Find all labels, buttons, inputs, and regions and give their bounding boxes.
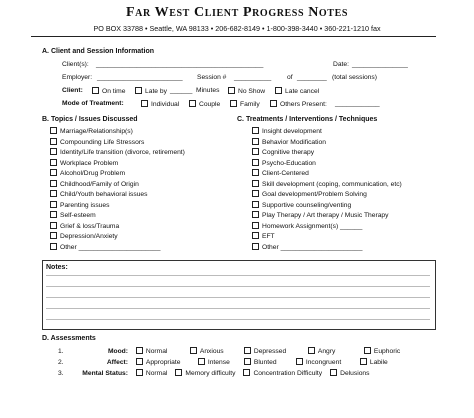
mode-of-treatment-label: Mode of Treatment: bbox=[62, 100, 124, 107]
checkbox[interactable] bbox=[50, 190, 57, 197]
checkbox[interactable] bbox=[136, 347, 143, 354]
notes-line bbox=[46, 297, 430, 298]
checkbox[interactable] bbox=[228, 87, 235, 94]
checkbox[interactable] bbox=[141, 100, 148, 107]
late-cancel-option[interactable]: Late cancel bbox=[275, 87, 319, 95]
treatment-item[interactable]: Insight development bbox=[252, 127, 322, 135]
treatment-item[interactable]: Cognitive therapy bbox=[252, 148, 314, 156]
checkbox[interactable] bbox=[175, 369, 182, 376]
checkbox[interactable] bbox=[308, 347, 315, 354]
checkbox[interactable] bbox=[360, 358, 367, 365]
total-sessions-field[interactable]: ________ bbox=[297, 74, 327, 81]
checkbox[interactable] bbox=[275, 87, 282, 94]
checkbox[interactable] bbox=[50, 148, 57, 155]
treatment-item[interactable]: Skill development (coping, communication, etc) bbox=[252, 180, 402, 188]
treatment-item[interactable]: Goal development/Problem Solving bbox=[252, 190, 367, 198]
checkbox[interactable] bbox=[244, 347, 251, 354]
checkbox[interactable] bbox=[270, 100, 277, 107]
checkbox[interactable] bbox=[136, 369, 143, 376]
mental-status-option[interactable]: Concentration Difficulty bbox=[243, 369, 322, 377]
mood-row: 1. Mood: Normal Anxious Depressed Angry Euphoric bbox=[58, 348, 401, 355]
affect-option[interactable]: Incongruent bbox=[296, 358, 352, 366]
affect-option[interactable]: Labile bbox=[360, 358, 388, 366]
treatment-item[interactable]: Homework Assignment(s) ______ bbox=[252, 222, 362, 230]
checkbox[interactable] bbox=[252, 127, 259, 134]
checkbox[interactable] bbox=[92, 87, 99, 94]
session-label: Session # bbox=[197, 74, 227, 81]
checkbox[interactable] bbox=[190, 347, 197, 354]
notes-line bbox=[46, 275, 430, 276]
date-field[interactable]: _______________ bbox=[352, 61, 408, 68]
couple-option[interactable]: Couple bbox=[189, 100, 220, 108]
section-c-heading: C. Treatments / Interventions / Techniques bbox=[237, 116, 378, 123]
employer-field[interactable]: _______________________ bbox=[97, 74, 183, 81]
affect-option[interactable]: Appropriate bbox=[136, 358, 190, 366]
checkbox[interactable] bbox=[252, 201, 259, 208]
treatment-item[interactable]: Psycho-Education bbox=[252, 159, 316, 167]
checkbox[interactable] bbox=[252, 148, 259, 155]
mood-option[interactable]: Euphoric bbox=[364, 347, 400, 355]
checkbox[interactable] bbox=[50, 127, 57, 134]
individual-option[interactable]: Individual bbox=[141, 100, 179, 108]
notes-line bbox=[46, 286, 430, 287]
checkbox[interactable] bbox=[296, 358, 303, 365]
mental-status-label: Mental Status: bbox=[82, 370, 128, 377]
checkbox[interactable] bbox=[50, 169, 57, 176]
mental-status-option[interactable]: Delusions bbox=[330, 369, 369, 377]
form-title: Far West Client Progress Notes bbox=[125, 5, 348, 20]
topic-item-other[interactable]: Other ______________________ bbox=[50, 243, 160, 251]
notes-line bbox=[46, 319, 430, 320]
section-a-heading: A. Client and Session Information bbox=[42, 48, 155, 55]
checkbox[interactable] bbox=[252, 243, 259, 250]
topic-item[interactable]: Marriage/Relationship(s) bbox=[50, 127, 133, 135]
checkbox[interactable] bbox=[50, 232, 57, 239]
section-b-heading: B. Topics / Issues Discussed bbox=[42, 116, 138, 123]
mental-status-option[interactable]: Normal bbox=[136, 369, 168, 377]
notes-line bbox=[46, 308, 430, 309]
minutes-label: Minutes bbox=[196, 87, 220, 94]
mood-option[interactable]: Anxious bbox=[190, 347, 236, 355]
clients-label: Client(s): bbox=[62, 61, 89, 68]
checkbox[interactable] bbox=[135, 87, 142, 94]
employer-label: Employer: bbox=[62, 74, 93, 81]
checkbox[interactable] bbox=[50, 180, 57, 187]
affect-label: Affect: bbox=[106, 359, 128, 366]
treatment-item[interactable]: Play Therapy / Art therapy / Music Therapy bbox=[252, 211, 389, 219]
notes-label: Notes: bbox=[46, 264, 68, 271]
treatment-item[interactable]: Supportive counseling/venting bbox=[252, 201, 351, 209]
checkbox[interactable] bbox=[50, 222, 57, 229]
client-attendance-label: Client: bbox=[62, 87, 83, 94]
checkbox[interactable] bbox=[252, 211, 259, 218]
affect-row: 2. Affect: Appropriate Intense Blunted Incongruent Labile bbox=[58, 359, 388, 366]
others-present-option[interactable]: Others Present: bbox=[270, 100, 327, 108]
checkbox[interactable] bbox=[252, 190, 259, 197]
checkbox[interactable] bbox=[136, 358, 143, 365]
checkbox[interactable] bbox=[252, 180, 259, 187]
checkbox[interactable] bbox=[243, 369, 250, 376]
section-d-heading: D. Assessments bbox=[42, 335, 96, 342]
treatment-item-other[interactable]: Other ______________________ bbox=[252, 243, 362, 251]
date-label: Date: bbox=[333, 61, 349, 68]
checkbox[interactable] bbox=[364, 347, 371, 354]
header-rule bbox=[31, 36, 436, 37]
checkbox[interactable] bbox=[244, 358, 251, 365]
checkbox[interactable] bbox=[230, 100, 237, 107]
mood-label: Mood: bbox=[107, 348, 128, 355]
checkbox[interactable] bbox=[330, 369, 337, 376]
on-time-option[interactable]: On time bbox=[92, 87, 125, 95]
total-sessions-label: (total sessions) bbox=[332, 74, 377, 81]
topic-item[interactable]: Grief & loss/Trauma bbox=[50, 222, 119, 230]
of-label: of bbox=[287, 74, 293, 81]
mood-option[interactable]: Depressed bbox=[244, 347, 300, 355]
treatment-item[interactable]: Client-Centered bbox=[252, 169, 309, 177]
checkbox[interactable] bbox=[50, 138, 57, 145]
contact-line: PO BOX 33788 • Seattle, WA 98133 • 206-682-8149 • 1-800-398-3440 • 360-221-1210 fax bbox=[93, 24, 381, 33]
checkbox[interactable] bbox=[50, 211, 57, 218]
treatment-item[interactable]: EFT bbox=[252, 232, 275, 240]
affect-option[interactable]: Blunted bbox=[244, 358, 288, 366]
checkbox[interactable] bbox=[252, 222, 259, 229]
checkbox[interactable] bbox=[50, 243, 57, 250]
topic-item[interactable]: Workplace Problem bbox=[50, 159, 118, 167]
topic-item[interactable]: Alcohol/Drug Problem bbox=[50, 169, 125, 177]
mental-status-row: 3. Mental Status: Normal Memory difficulty Concentration Difficulty Delusions bbox=[58, 370, 370, 377]
affect-option[interactable]: Intense bbox=[198, 358, 236, 366]
topic-item[interactable]: Identity/Life transition (divorce, retirement) bbox=[50, 148, 185, 156]
checkbox[interactable] bbox=[252, 138, 259, 145]
checkbox[interactable] bbox=[252, 232, 259, 239]
topic-item[interactable]: Child/Youth behavioral issues bbox=[50, 190, 148, 198]
treatment-item[interactable]: Behavior Modification bbox=[252, 138, 326, 146]
checkbox[interactable] bbox=[252, 169, 259, 176]
mental-status-option[interactable]: Memory difficulty bbox=[175, 369, 235, 377]
mood-option[interactable]: Angry bbox=[308, 347, 356, 355]
checkbox[interactable] bbox=[50, 201, 57, 208]
topic-item[interactable]: Childhood/Family of Origin bbox=[50, 180, 139, 188]
late-by-option[interactable]: Late by bbox=[135, 87, 167, 95]
clients-field[interactable]: _____________________________________________ bbox=[96, 61, 264, 68]
checkbox[interactable] bbox=[252, 159, 259, 166]
topic-item[interactable]: Self-esteem bbox=[50, 211, 96, 219]
late-minutes-field[interactable]: ______ bbox=[170, 87, 193, 94]
checkbox[interactable] bbox=[50, 159, 57, 166]
topic-item[interactable]: Parenting issues bbox=[50, 201, 109, 209]
topic-item[interactable]: Compounding Life Stressors bbox=[50, 138, 144, 146]
checkbox[interactable] bbox=[189, 100, 196, 107]
family-option[interactable]: Family bbox=[230, 100, 260, 108]
others-present-field[interactable]: ____________ bbox=[335, 100, 380, 107]
session-field[interactable]: __________ bbox=[234, 74, 272, 81]
topic-item[interactable]: Depression/Anxiety bbox=[50, 232, 118, 240]
mood-option[interactable]: Normal bbox=[136, 347, 182, 355]
no-show-option[interactable]: No Show bbox=[228, 87, 265, 95]
checkbox[interactable] bbox=[198, 358, 205, 365]
